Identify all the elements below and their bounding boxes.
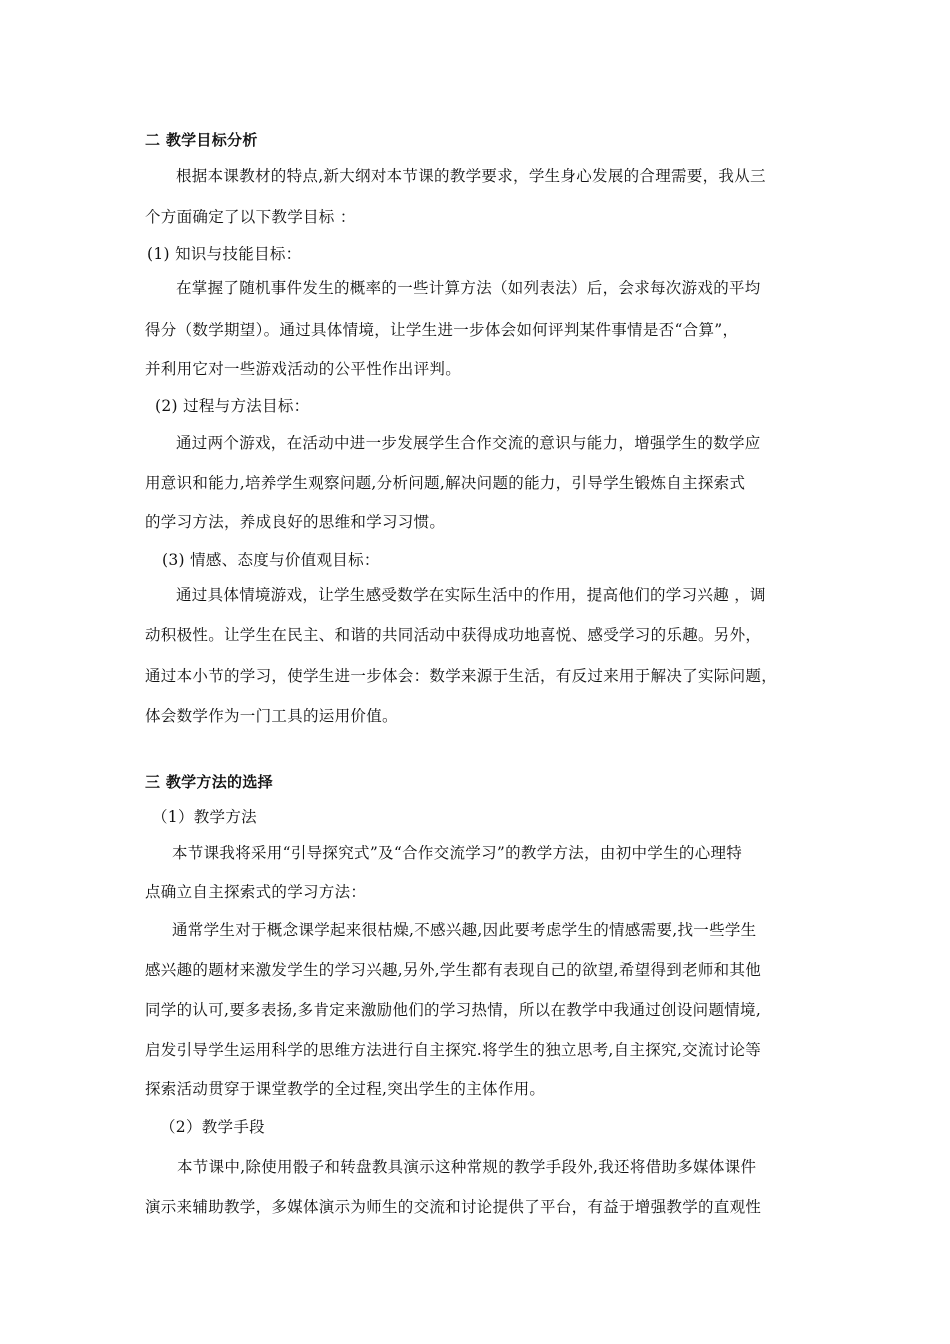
paragraph-line: 探索活动贯穿于课堂教学的全过程,突出学生的主体作用。 xyxy=(145,1080,546,1098)
paragraph-line: 并利用它对一些游戏活动的公平性作出评判。 xyxy=(145,360,462,378)
paragraph-line: 个方面确定了以下教学目标 ： xyxy=(145,208,356,226)
paragraph-line: 本节课我将采用“引导探究式”及“合作交流学习”的教学方法，由初中学生的心理特 xyxy=(172,844,743,862)
paragraph-line: 用意识和能力,培养学生观察问题,分析问题,解决问题的能力，引导学生锻炼自主探索式 xyxy=(145,474,746,492)
paragraph-line: 演示来辅助教学，多媒体演示为师生的交流和讨论提供了平台，有益于增强教学的直观性 xyxy=(145,1198,762,1216)
paragraph-line: 通过两个游戏，在活动中进一步发展学生合作交流的意识与能力，增强学生的数学应 xyxy=(176,434,761,452)
paragraph-line: 得分（数学期望）。通过具体情境，让学生进一步体会如何评判某件事情是否“合算”， xyxy=(145,321,739,339)
goal-3-label: (3) 情感、态度与价值观目标： xyxy=(162,551,380,569)
paragraph-line: 通过本小节的学习，使学生进一步体会：数学来源于生活，有反过来用于解决了实际问题， xyxy=(145,667,778,685)
paragraph-line: 通常学生对于概念课学起来很枯燥,不感兴趣,因此要考虑学生的情感需要,找一些学生 xyxy=(172,921,757,939)
paragraph-line: 启发引导学生运用科学的思维方法进行自主探究.将学生的独立思考,自主探究,交流讨论等 xyxy=(145,1041,762,1059)
paragraph-line: 体会数学作为一门工具的运用价值。 xyxy=(145,707,398,725)
means-label: （2）教学手段 xyxy=(160,1118,265,1136)
paragraph-line: 的学习方法，养成良好的思维和学习习惯。 xyxy=(145,513,446,531)
section-2-heading: 二 教学目标分析 xyxy=(145,131,258,149)
paragraph-line: 动积极性。让学生在民主、和谐的共同活动中获得成功地喜悦、感受学习的乐趣。另外， xyxy=(145,626,762,644)
section-3-heading: 三 教学方法的选择 xyxy=(145,773,273,791)
paragraph-line: 同学的认可,要多表扬,多肯定来激励他们的学习热情，所以在教学中我通过创设问题情境, xyxy=(145,1001,762,1019)
paragraph-line: 通过具体情境游戏，让学生感受数学在实际生活中的作用，提高他们的学习兴趣 ，调 xyxy=(176,586,766,604)
paragraph-line: 点确立自主探索式的学习方法： xyxy=(145,883,367,901)
goal-2-label: (2) 过程与方法目标： xyxy=(155,397,310,415)
method-label: （1）教学方法 xyxy=(152,808,257,826)
paragraph-line: 根据本课教材的特点,新大纲对本节课的教学要求，学生身心发展的合理需要，我从三 xyxy=(176,167,766,185)
goal-1-label: (1) 知识与技能目标： xyxy=(147,245,302,263)
paragraph-line: 本节课中,除使用骰子和转盘教具演示这种常规的教学手段外,我还将借助多媒体课件 xyxy=(177,1158,757,1176)
paragraph-line: 在掌握了随机事件发生的概率的一些计算方法（如列表法）后，会求每次游戏的平均 xyxy=(176,279,761,297)
paragraph-line: 感兴趣的题材来激发学生的学习兴趣,另外,学生都有表现自己的欲望,希望得到老师和其他 xyxy=(145,961,762,979)
